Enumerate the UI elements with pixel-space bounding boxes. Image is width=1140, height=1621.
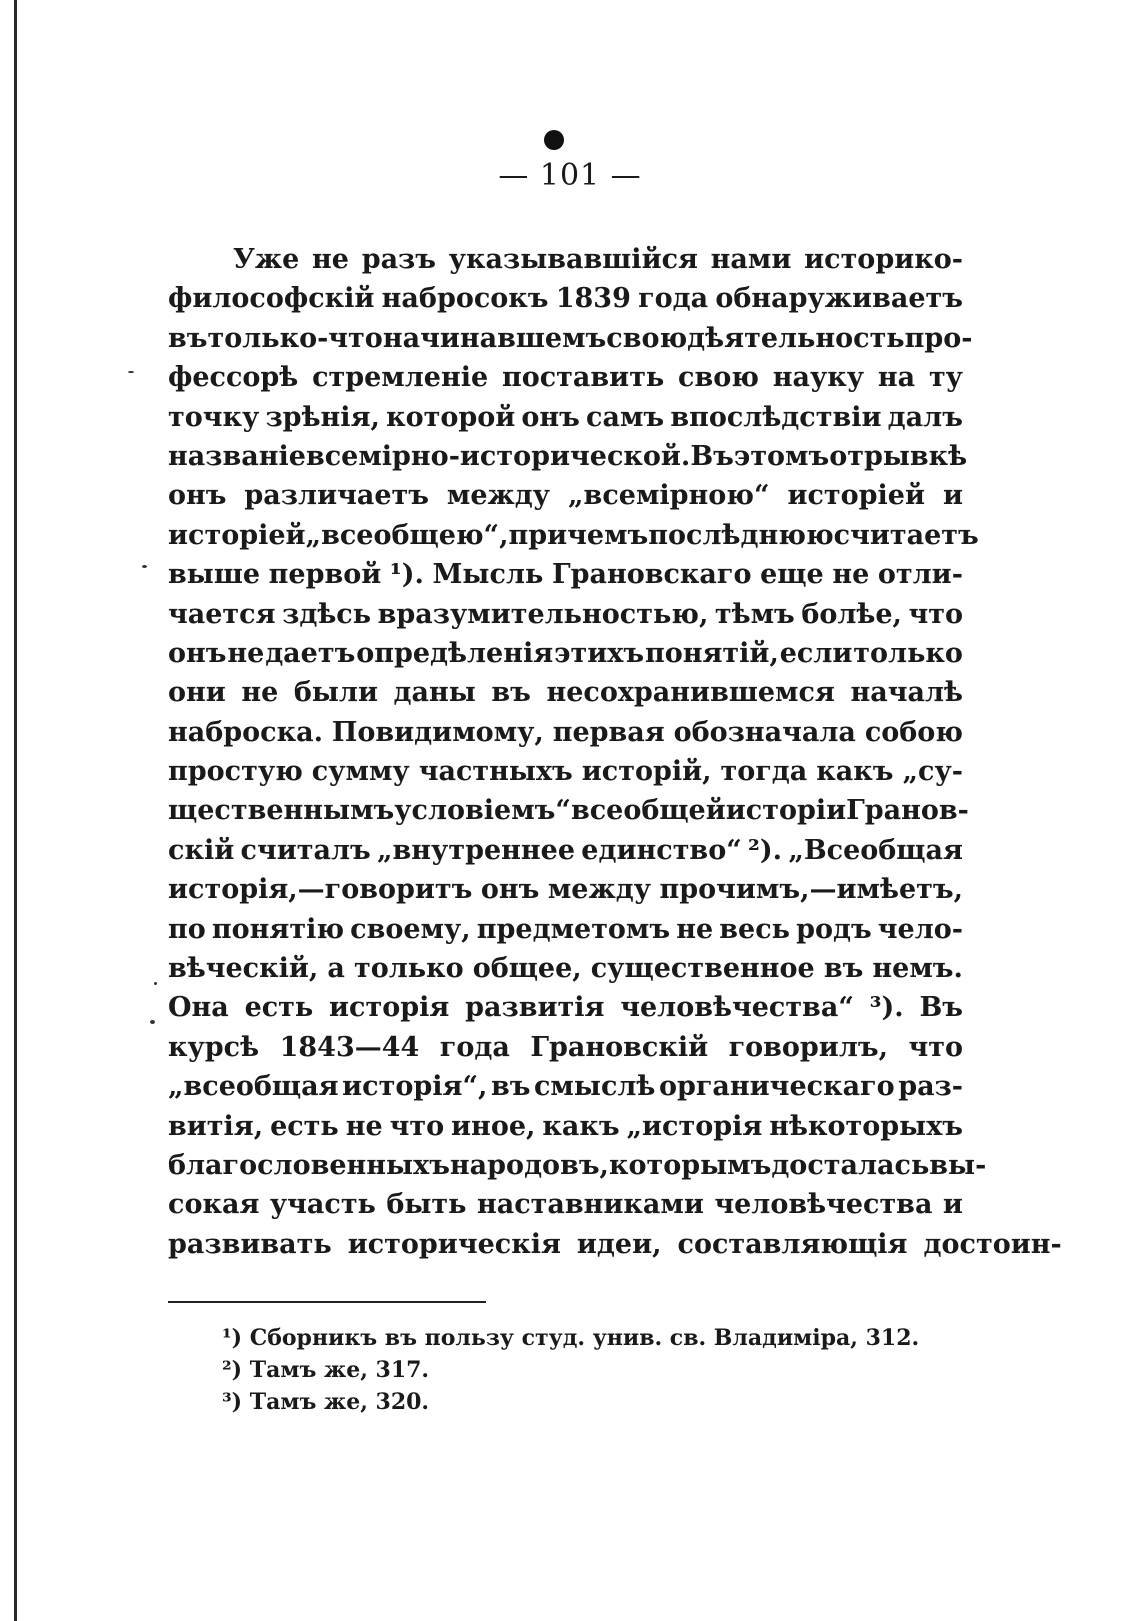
word: всемірно-исторической. [305,440,691,472]
word: „всеобщею“, [305,519,509,551]
text-line [168,437,968,476]
word: различаетъ [244,480,429,512]
word: исторіи [725,795,847,827]
word: „всемірною“ [568,480,770,512]
text-line [168,1225,1062,1264]
word: только [354,953,464,985]
word: исторіей [168,519,306,551]
word: существенное [590,953,815,985]
footnote-2: ²) Тамъ же, 317. [222,1357,430,1383]
word: между [446,480,551,512]
word: исторія,—говоритъ [168,874,473,906]
word: стремленіе [312,362,489,394]
text-line [168,319,973,358]
word: сумму [311,756,410,788]
word: Грановскаго [551,559,752,591]
text-line [168,1067,963,1106]
text-line [168,910,963,949]
word: болѣе, [801,598,902,630]
word: года [638,283,709,315]
word: чело- [877,913,963,945]
text-line [168,988,963,1027]
word: какъ [816,756,894,788]
word: „всеобщая [168,1071,339,1103]
word: про- [904,322,973,354]
text-line [168,713,963,752]
text-line [168,949,963,988]
word: „су- [902,756,963,788]
word: были [293,677,378,709]
word: Въ [690,440,734,472]
word: считаетъ [833,519,979,551]
word: причемъ [508,519,649,551]
word: „исторія [626,1110,763,1142]
word: иное, [451,1110,536,1142]
word: несохранившемся [546,677,835,709]
word: историко- [804,244,963,275]
text-line [168,752,963,791]
word: свою [606,322,688,354]
margin-speck [128,371,134,373]
word: скій [168,834,235,866]
word: указывавшійся [448,244,698,275]
word: обозначала [673,716,856,748]
word: народовъ, [449,1149,609,1181]
word: Мысль [432,559,544,591]
word: обнаруживаетъ [715,283,963,315]
text-line [168,555,963,594]
word: развивать [168,1228,332,1260]
word: 1839 [555,283,631,315]
word: отли- [877,559,963,591]
word: поставить [501,362,665,394]
word: въ [491,677,531,709]
word: выше [168,559,261,591]
word: общее, [472,953,582,985]
word: опредѣленія [356,637,554,669]
word: родъ [796,913,872,945]
word: единство“ [581,834,742,866]
word: что [908,1031,963,1063]
word: фессорѣ [168,362,299,394]
word: своему, [350,913,471,945]
word: быть [386,1189,467,1221]
word: наброска. [168,716,323,748]
word: есть [244,992,314,1024]
word: года [439,1031,510,1063]
word: въ [168,322,208,354]
word: въ [490,1071,531,1103]
word: онъ [480,874,540,906]
word: онъ [168,480,227,512]
word: тѣмъ [714,598,795,630]
text-line [168,1028,963,1067]
word: только [853,637,963,669]
text-line [168,1185,963,1224]
word: самъ [586,401,665,433]
body-text [168,240,1062,1264]
word: составляющія [677,1228,908,1260]
word: по [168,913,206,945]
text-line [168,673,963,712]
word: этомъ [733,440,830,472]
text-line [168,279,963,318]
word: курсѣ [168,1031,260,1063]
word: достоин- [923,1228,1062,1260]
word: названіе [168,440,306,472]
word: человѣчества [714,1189,933,1221]
word: далъ [887,401,963,433]
word: не [227,637,265,669]
footnote-1: ¹) Сборникъ въ пользу студ. унив. св. Владиміра, 312. [222,1325,920,1351]
word: не [345,1110,383,1142]
word: „Всеобщая [788,834,963,866]
word: ³). [869,992,904,1024]
word: разъ [361,244,437,275]
word: Она [168,992,229,1024]
word: не [676,913,714,945]
word: зрѣнія, [265,401,380,433]
word: между [547,874,651,906]
word: что [389,1110,445,1142]
word: начинавшемъ [382,322,607,354]
word: нами [710,244,792,275]
word: какъ [542,1110,620,1142]
word: немъ. [872,953,963,985]
text-line [168,398,963,437]
word: на [877,362,916,394]
text-line [168,240,963,279]
text-line [168,1146,987,1185]
word: послѣднюю [648,519,834,551]
word: 1843—44 [279,1031,420,1063]
word: что [908,598,963,630]
word: ту [928,362,963,394]
word: только-что [207,322,383,354]
word: набросокъ [381,283,549,315]
word: простую [168,756,303,788]
page-left-border [14,0,17,1621]
word: понятію [211,913,345,945]
word: этихъ [554,637,645,669]
word: Въ [919,992,963,1024]
word: философскій [168,283,375,315]
word: первой [268,559,382,591]
word: понятій, [644,637,779,669]
word: смыслѣ [533,1071,656,1103]
word: даны [393,677,476,709]
word: историческія [347,1228,561,1260]
word: Уже [233,244,300,275]
word: дѣятельность [687,322,905,354]
word: щественнымъ [168,795,395,827]
text-line [168,358,963,397]
word: и [942,480,963,512]
word: есть [270,1110,339,1142]
word: ¹). [389,559,424,591]
word: нѣкоторыхъ [769,1110,963,1142]
text-line [168,476,963,515]
word: частныхъ [418,756,573,788]
word: „внутреннее [377,834,576,866]
text-line [168,634,963,673]
word: точку [168,401,260,433]
word: если [779,637,853,669]
word: первая [552,716,665,748]
word: наставниками [476,1189,704,1221]
word: не [241,677,279,709]
word: а [327,953,345,985]
word: еще [760,559,824,591]
word: считалъ [240,834,371,866]
word: предметомъ [476,913,671,945]
text-line [168,516,979,555]
word: вы- [929,1149,987,1181]
word: которымъ [608,1149,772,1181]
word: здѣсь [282,598,372,630]
text-line [168,1107,963,1146]
margin-speck [142,565,147,568]
word: въ [823,953,864,985]
word: досталась [771,1149,930,1181]
word: прочимъ,—имѣетъ, [659,874,963,906]
footnote-3: ³) Тамъ же, 320. [222,1389,430,1415]
margin-speck [154,982,157,985]
footnotes [222,1322,919,1418]
margin-speck [150,1020,155,1024]
word: началѣ [850,677,963,709]
word: исторія“, [342,1071,488,1103]
word: тогда [720,756,808,788]
word: которой [386,401,516,433]
word: раз- [898,1071,963,1103]
page-number: — 101 — [498,158,642,193]
word: сокая [168,1189,260,1221]
word: говорилъ, [728,1031,888,1063]
word: ²). [748,834,783,866]
word: исторіей [787,480,926,512]
word: вѣческій, [168,953,319,985]
word: Повидимому, [331,716,544,748]
word: даетъ [265,637,356,669]
word: Грановскій [530,1031,709,1063]
word: науку [772,362,865,394]
word: Гранов- [846,795,969,827]
word: вразумительностью, [377,598,709,630]
word: онъ [168,637,227,669]
word: свою [678,362,759,394]
word: исторій, [581,756,712,788]
word: онъ [521,401,580,433]
ink-dot-mark [544,130,564,150]
text-line [168,831,963,870]
word: всеобщей [570,795,726,827]
footnote-divider [168,1301,486,1303]
word: идеи, [576,1228,662,1260]
word: человѣчества“ [620,992,854,1024]
word: исторія [329,992,450,1024]
word: чается [168,598,276,630]
text-line [168,595,963,634]
word: впослѣдствіи [670,401,882,433]
word: они [168,677,226,709]
word: весь [719,913,790,945]
word: собою [864,716,963,748]
text-line [168,870,963,909]
word: витія, [168,1110,264,1142]
word: не [312,244,349,275]
word: не [832,559,870,591]
word: органическаго [658,1071,895,1103]
word: и [942,1189,963,1221]
word: благословенныхъ [168,1149,450,1181]
word: развитія [465,992,605,1024]
word: отрывкѣ [829,440,968,472]
word: участь [269,1189,376,1221]
text-line [168,791,969,830]
word: условіемъ“ [394,795,571,827]
